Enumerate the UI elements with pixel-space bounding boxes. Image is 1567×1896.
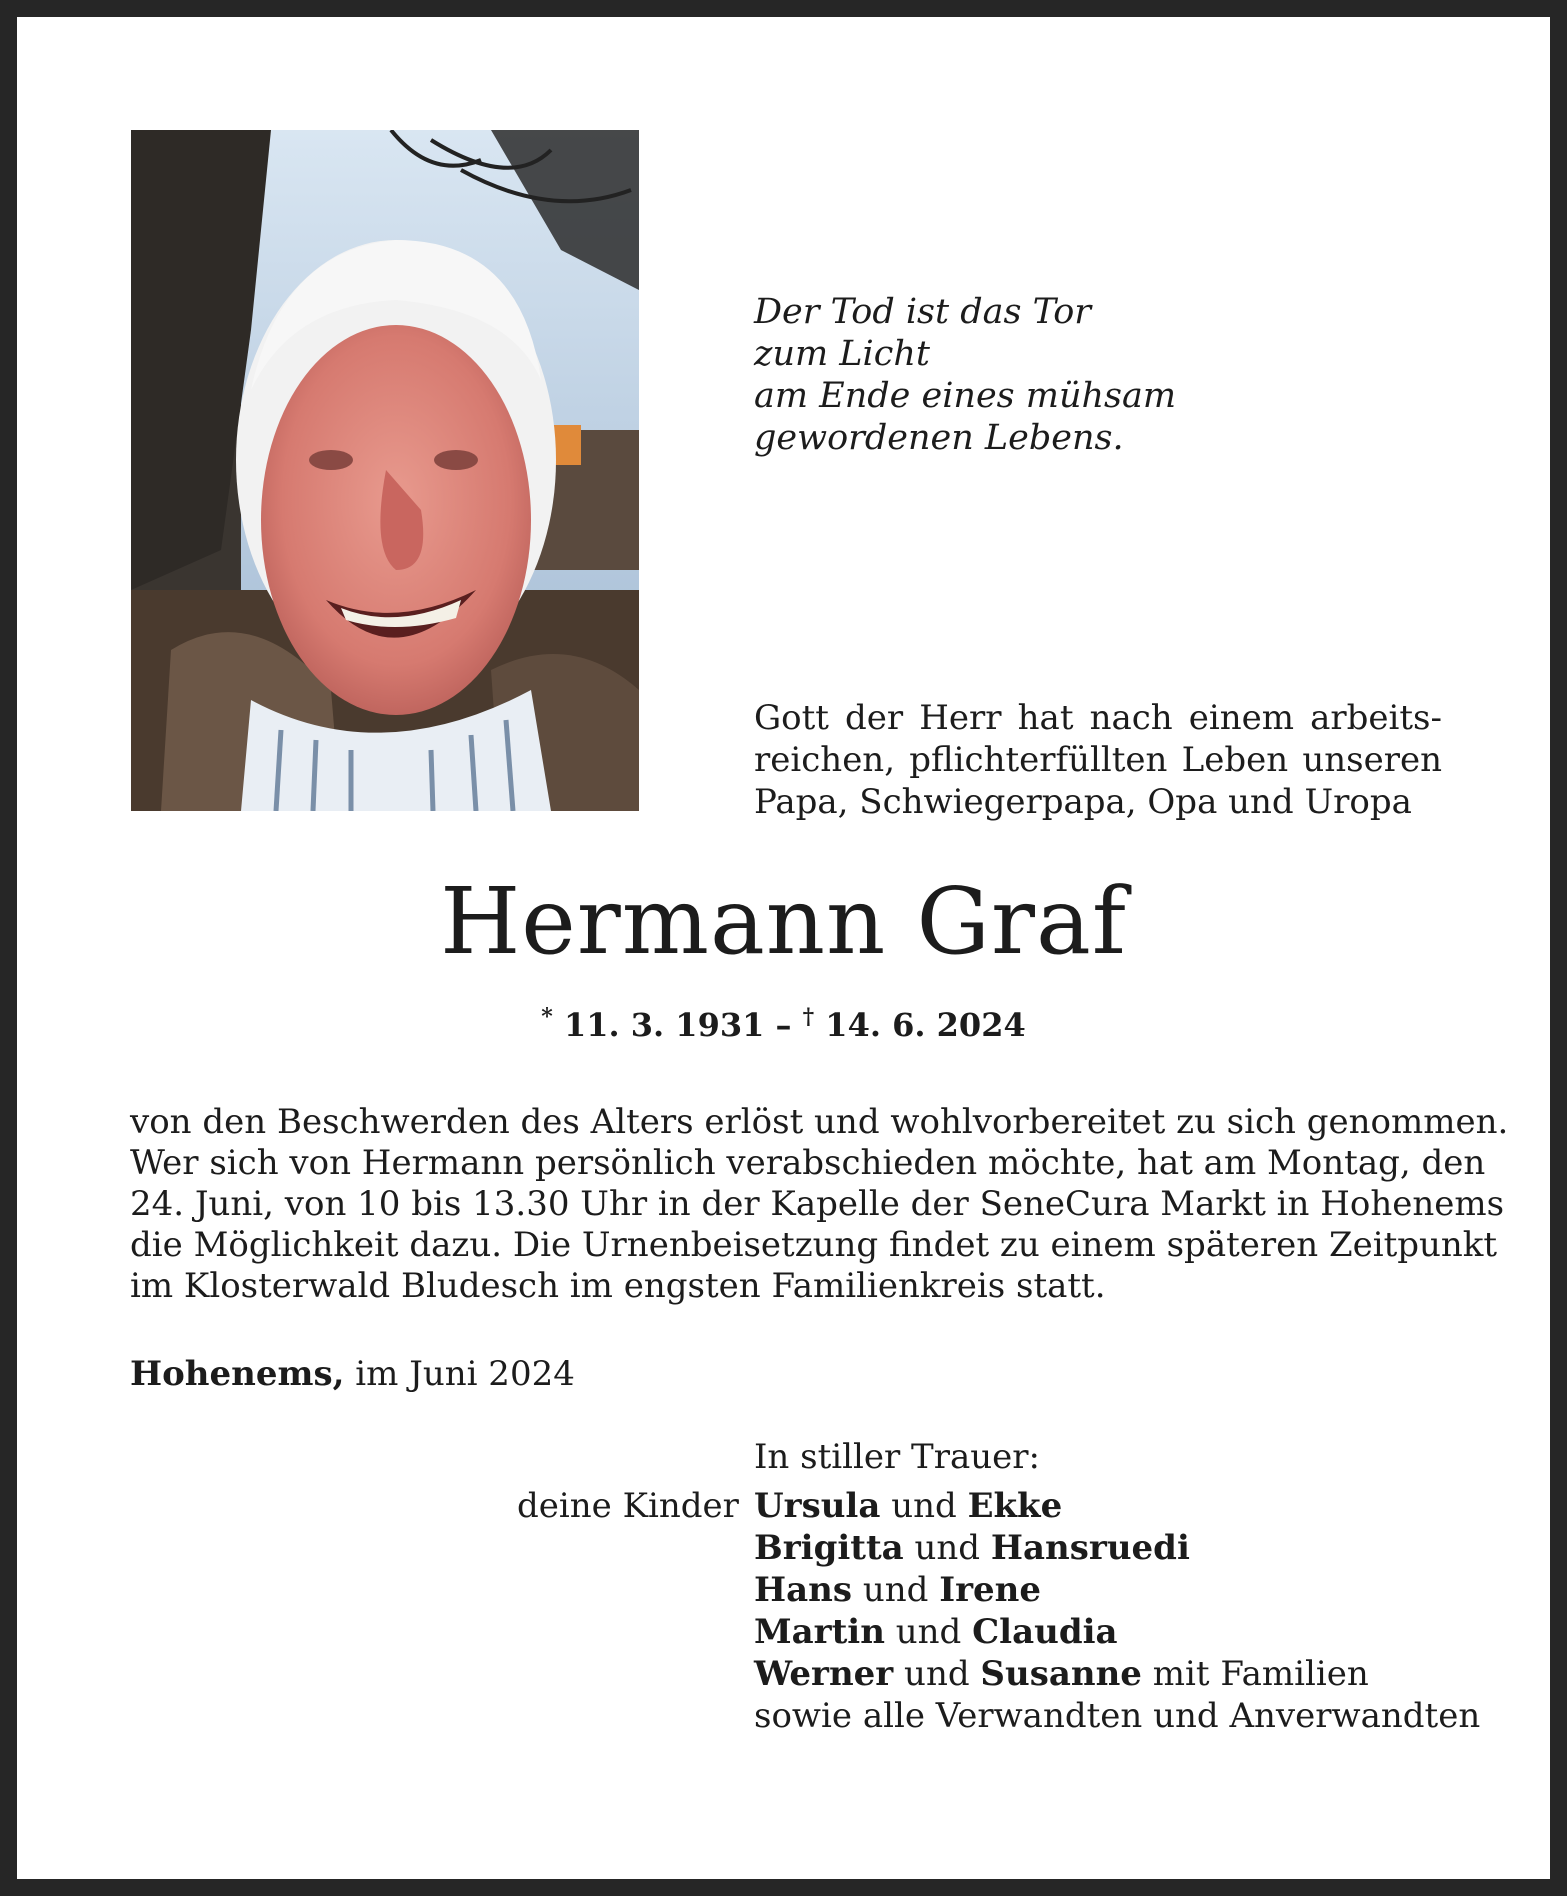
place-city: Hohenems, bbox=[130, 1354, 345, 1394]
mourner-conjunction: und bbox=[895, 1612, 962, 1652]
quote-line: am Ende eines mühsam bbox=[754, 376, 1177, 416]
mourner-name: Hans bbox=[754, 1570, 853, 1610]
mourner-row bbox=[754, 1527, 1480, 1569]
intro-line: Gott der Herr hat nach einem arbeits- bbox=[754, 698, 1442, 738]
obituary-card bbox=[17, 17, 1550, 1879]
mourner-name: Martin bbox=[754, 1612, 885, 1652]
birth-date: 11. 3. 1931 bbox=[563, 1006, 765, 1044]
quote-line: zum Licht bbox=[754, 334, 930, 374]
mourner-name: Susanne bbox=[980, 1654, 1142, 1694]
quote-line: Der Tod ist das Tor bbox=[754, 292, 1091, 332]
body-line: von den Beschwerden des Alters erlöst und wohlvorbereitet zu sich genommen. bbox=[130, 1102, 1509, 1142]
quote-block bbox=[754, 291, 1176, 459]
mourners-list bbox=[754, 1485, 1480, 1737]
mourner-conjunction: und bbox=[914, 1528, 981, 1568]
intro-line: Papa, Schwiegerpapa, Opa und Uropa bbox=[754, 782, 1412, 822]
intro-line: reichen, pflichterfüllten Leben unseren bbox=[754, 740, 1442, 780]
death-date: 14. 6. 2024 bbox=[825, 1006, 1026, 1044]
intro-text bbox=[754, 697, 1442, 823]
mourner-row bbox=[754, 1485, 1480, 1527]
mourner-name: Claudia bbox=[972, 1612, 1118, 1652]
quote-line: gewordenen Lebens. bbox=[754, 418, 1124, 458]
mourner-conjunction: und bbox=[862, 1570, 929, 1610]
deceased-name: Hermann Graf bbox=[440, 868, 1127, 975]
mourner-name: Ursula bbox=[754, 1486, 881, 1526]
mourner-row bbox=[754, 1569, 1480, 1611]
portrait-photo bbox=[131, 130, 639, 811]
mourner-name: Hansruedi bbox=[990, 1528, 1190, 1568]
mourner-row bbox=[754, 1611, 1480, 1653]
mourner-name: Ekke bbox=[967, 1486, 1063, 1526]
birth-symbol: * bbox=[541, 1004, 553, 1030]
body-line: 24. Juni, von 10 bis 13.30 Uhr in der Kapelle der SeneCura Markt in Hohenems bbox=[130, 1184, 1505, 1224]
mourner-name: Brigitta bbox=[754, 1528, 904, 1568]
mourners-closing: sowie alle Verwandten und Anverwandten bbox=[754, 1696, 1481, 1736]
mourner-conjunction: und bbox=[904, 1654, 970, 1694]
place-date-text: im Juni 2024 bbox=[355, 1354, 575, 1394]
body-text bbox=[130, 1102, 1509, 1307]
mourner-suffix: mit Familien bbox=[1152, 1654, 1369, 1694]
body-line: im Klosterwald Bludesch im engsten Familienkreis statt. bbox=[130, 1266, 1106, 1306]
body-line: die Möglichkeit dazu. Die Urnenbeisetzung findet zu einem späteren Zeitpunkt bbox=[130, 1225, 1498, 1265]
mourner-name: Irene bbox=[939, 1570, 1042, 1610]
body-line: Wer sich von Hermann persönlich verabschieden möchte, hat am Montag, den bbox=[130, 1143, 1486, 1183]
mourner-name: Werner bbox=[754, 1654, 894, 1694]
date-separator: – bbox=[775, 1006, 792, 1044]
death-symbol: † bbox=[802, 1004, 815, 1030]
mourners-heading: In stiller Trauer: bbox=[754, 1437, 1040, 1477]
mourner-row bbox=[754, 1653, 1480, 1695]
mourners-prefix: deine Kinder bbox=[517, 1486, 739, 1526]
place-date bbox=[130, 1353, 575, 1395]
mourner-conjunction: und bbox=[891, 1486, 957, 1526]
portrait-photo-icon bbox=[131, 130, 639, 811]
life-dates bbox=[17, 997, 1550, 1045]
